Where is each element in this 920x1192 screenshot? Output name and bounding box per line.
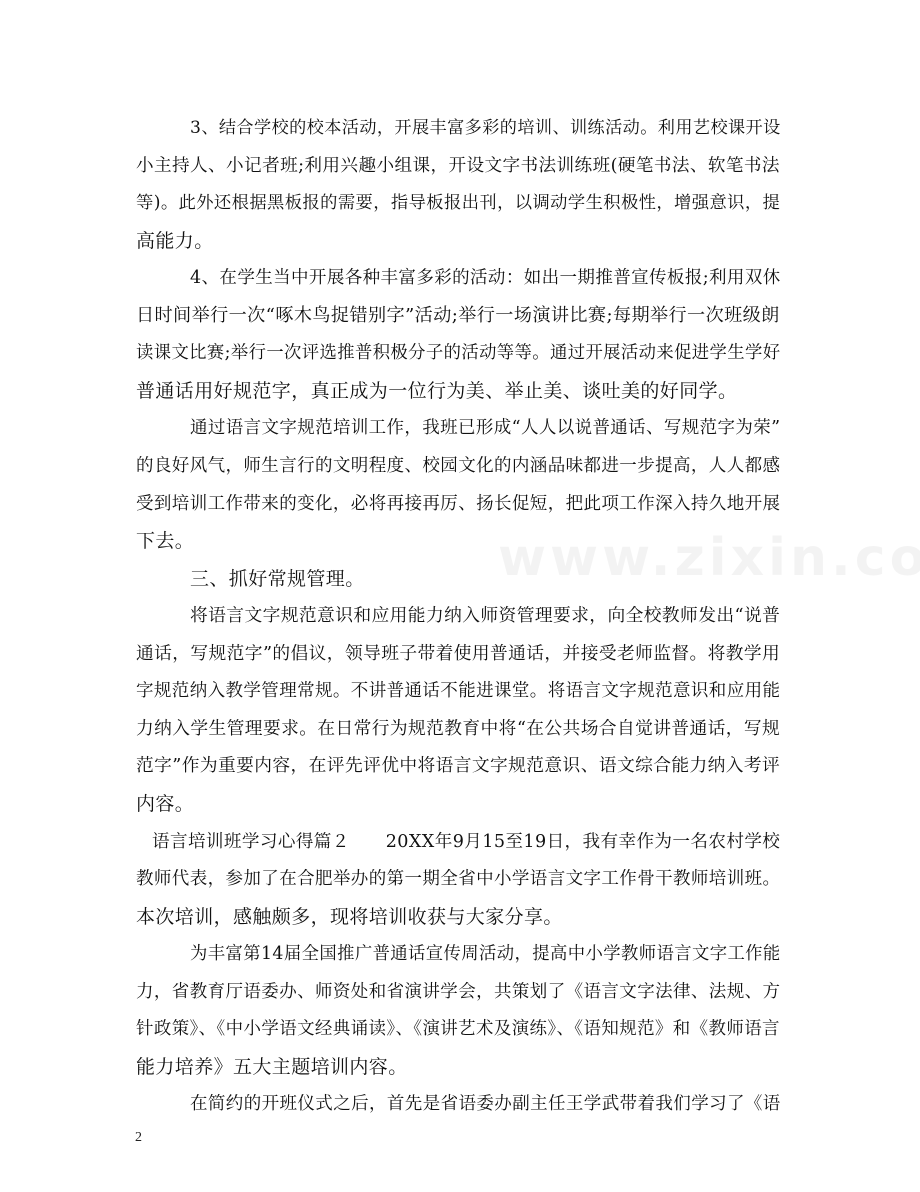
text-line: 在简约的开班仪式之后，首先是省语委办副主任王学武带着我们学习了《语: [190, 1094, 781, 1114]
text-line: 3、结合学校的校本活动，开展丰富多彩的培训、训练活动。利用艺校课开设: [190, 118, 781, 138]
page-number: 2: [135, 1130, 142, 1145]
text-line: 日时间举行一次“啄木鸟捉错别字”活动;举行一场演讲比赛;每期举行一次班级朗: [136, 305, 780, 326]
text-line: 受到培训工作带来的变化，必将再接再厉、扬长促短，把此项工作深入持久地开展: [136, 494, 781, 514]
watermark: [498, 528, 920, 588]
text-line: 能力培养》五大主题培训内容。: [136, 1056, 408, 1078]
text-line: 字规范纳入教学管理常规。不讲普通话不能进课堂。将语言文字规范意识和应用能: [136, 681, 781, 701]
text-line: 等)。此外还根据黑板报的需要，指导板报出刊，以调动学生积极性，增强意识，提: [136, 193, 781, 213]
text-line: 本次培训，感触颇多，现将培训收获与大家分享。: [136, 906, 563, 928]
text-line: 4、在学生当中开展各种丰富多彩的活动：如出一期推普宣传板报;利用双休: [190, 268, 781, 288]
section-heading: 三、抓好常规管理。: [190, 568, 365, 590]
text-line: 普通话用好规范字，真正成为一位行为美、举止美、谈吐美的好同学。: [136, 380, 738, 402]
text-line: 通话，写规范字”的倡议，领导班子带着使用普通话，并接受老师监督。将教学用: [136, 644, 781, 664]
text-line: 力，省教育厅语委办、师资处和省演讲学会，共策划了《语言文字法律、法规、方: [136, 982, 781, 1002]
text-line: 针政策》、《中小学语文经典诵读》、《演讲艺术及演练》、《语知规范》和《教师语言: [136, 1019, 780, 1039]
text-line: 内容。: [136, 793, 195, 815]
article-title-line: 语言培训班学习心得篇２ 20XX年9月15至19日，我有幸作为一名农村学校: [152, 832, 781, 852]
text-line: 为丰富第14届全国推广普通话宣传周活动，提高中小学教师语言文字工作能: [190, 944, 781, 964]
text-line: 读课文比赛;举行一次评选推普积极分子的活动等等。通过开展活动来促进学生学好: [136, 343, 781, 363]
text-line: 将语言文字规范意识和应用能力纳入师资管理要求，向全校教师发出“说普: [190, 606, 781, 626]
text-line: 高能力。: [136, 230, 214, 252]
text-line: 小主持人、小记者班;利用兴趣小组课，开设文字书法训练班(硬笔书法、软笔书法: [136, 156, 780, 176]
text-line: 通过语言文字规范培训工作，我班已形成“人人以说普通话、写规范字为荣”: [190, 418, 781, 438]
text-line: 力纳入学生管理要求。在日常行为规范教育中将“在公共场合自觉讲普通话，写规: [136, 719, 781, 739]
text-line: 下去。: [136, 530, 195, 552]
text-line: 的良好风气，师生言行的文明程度、校园文化的内涵品味都进一步提高，人人都感: [136, 456, 781, 476]
text-line: 教师代表，参加了在合肥举办的第一期全省中小学语言文字工作骨干教师培训班。: [136, 869, 781, 889]
text-line: 范字”作为重要内容，在评先评优中将语言文字规范意识、语文综合能力纳入考评: [136, 756, 781, 776]
